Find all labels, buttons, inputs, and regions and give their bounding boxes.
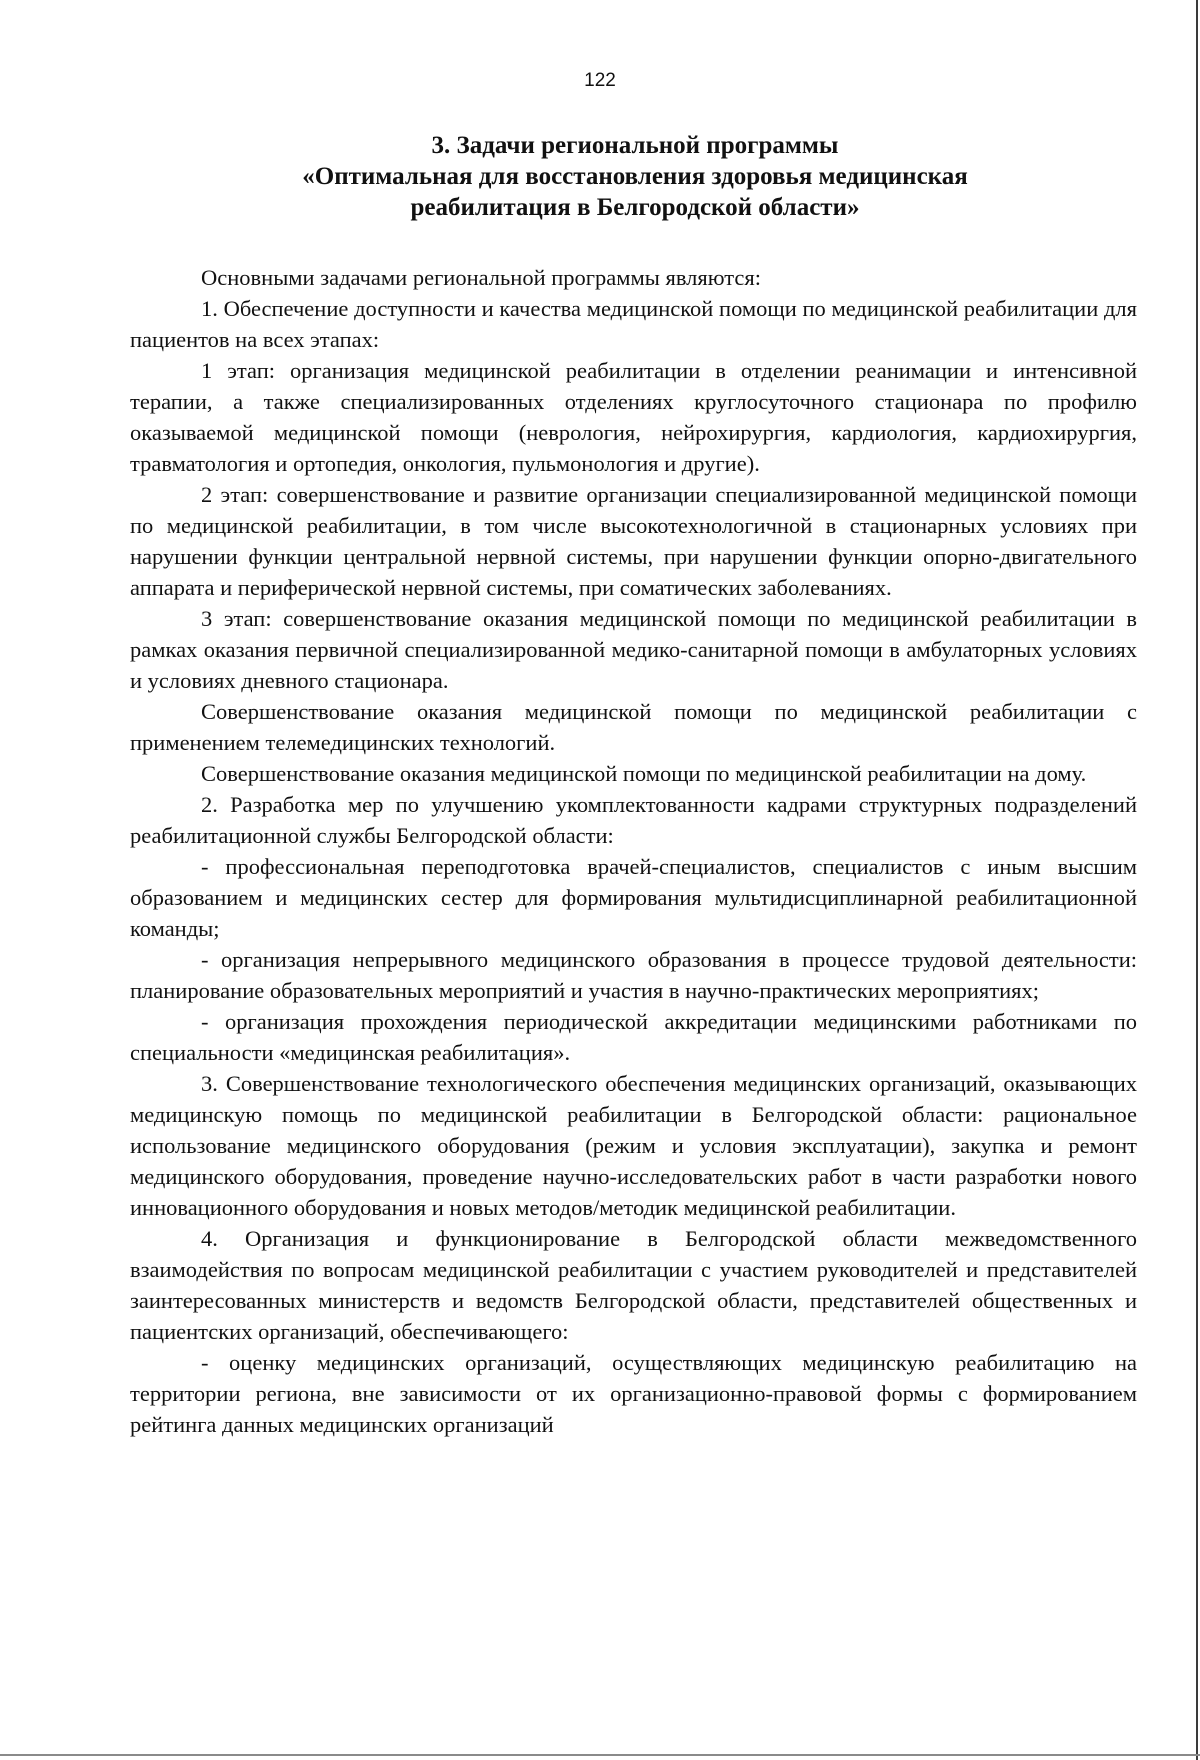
page-number: 122 — [584, 70, 616, 91]
paragraph-telemedicine: Совершенствование оказания медицинской помощи по медицинской реабилитации с применением телемедицинских технологий. — [130, 699, 1137, 755]
paragraph-stage-1: 1 этап: организация медицинской реабилитации в отделении реанимации и интенсивной терапии, а также специализированных отделениях круглосуточного стационара по профилю оказываемой медицинской помощи (неврология, нейрохирургия, кардиология, кардиохирургия, травматология и ортопедия, онкология, пульмонология и другие). — [130, 358, 1137, 476]
paragraph-assessment: - оценку медицинских организаций, осуществляющих медицинскую реабилитацию на территории региона, вне зависимости от их организационно-правовой формы с формированием рейтинга данных медицинских организаций — [130, 1350, 1137, 1437]
paragraph-stage-2: 2 этап: совершенствование и развитие организации специализированной медицинской помощи по медицинской реабилитации, в том числе высокотехнологичной в стационарных условиях при нарушении функции центральной нервной системы, при нарушении функции опорно-двигательного аппарата и периферической нервной системы, при соматических заболеваниях. — [130, 482, 1137, 600]
section-title-line-2: «Оптимальная для восстановления здоровья медицинская — [302, 163, 968, 190]
section-title-line-1: 3. Задачи региональной программы — [431, 132, 839, 159]
paragraph-task-1: 1. Обеспечение доступности и качества медицинской помощи по медицинской реабилитации для пациентов на всех этапах: — [130, 296, 1137, 352]
paragraph-task-2: 2. Разработка мер по улучшению укомплектованности кадрами структурных подразделений реабилитационной службы Белгородской области: — [130, 792, 1137, 848]
paragraph-task-4: 4. Организация и функционирование в Белгородской области межведомственного взаимодействия по вопросам медицинской реабилитации с участием руководителей и представителей заинтересованных министерств и ведомств Белгородской области, представителей общественных и пациентских организаций, обеспечивающего: — [130, 1226, 1137, 1344]
document-body — [130, 262, 1137, 1440]
paragraph-home-rehab: Совершенствование оказания медицинской помощи по медицинской реабилитации на дому. — [201, 761, 1087, 786]
paragraph-stage-3: 3 этап: совершенствование оказания медицинской помощи по медицинской реабилитации в рамках оказания первичной специализированной медико-санитарной помощи в амбулаторных условиях и условиях дневного стационара. — [130, 606, 1137, 693]
paragraph-accreditation: - организация прохождения периодической аккредитации медицинскими работниками по специальности «медицинская реабилитация». — [130, 1009, 1137, 1065]
paragraph-task-3: 3. Совершенствование технологического обеспечения медицинских организаций, оказывающих медицинскую помощь по медицинской реабилитации в Белгородской области: рациональное использование медицинского оборудования (режим и условия эксплуатации), закупка и ремонт медицинского оборудования, проведение научно-исследовательских работ в части разработки нового инновационного оборудования и новых методов/методик медицинской реабилитации. — [130, 1071, 1137, 1220]
section-title-line-3: реабилитация в Белгородской области» — [410, 194, 860, 221]
section-title — [200, 130, 1070, 223]
paragraph-retraining: - профессиональная переподготовка врачей-специалистов, специалистов с иным высшим образованием и медицинских сестер для формирования мультидисциплинарной реабилитационной команды; — [130, 854, 1137, 941]
scan-edge-bottom — [0, 1754, 1200, 1756]
scan-edge-right — [1196, 0, 1198, 1760]
paragraph-continuous-education: - организация непрерывного медицинского образования в процессе трудовой деятельности: планирование образовательных мероприятий и участия в научно-практических мероприятиях; — [130, 947, 1137, 1003]
paragraph-intro: Основными задачами региональной программы являются: — [201, 265, 761, 290]
